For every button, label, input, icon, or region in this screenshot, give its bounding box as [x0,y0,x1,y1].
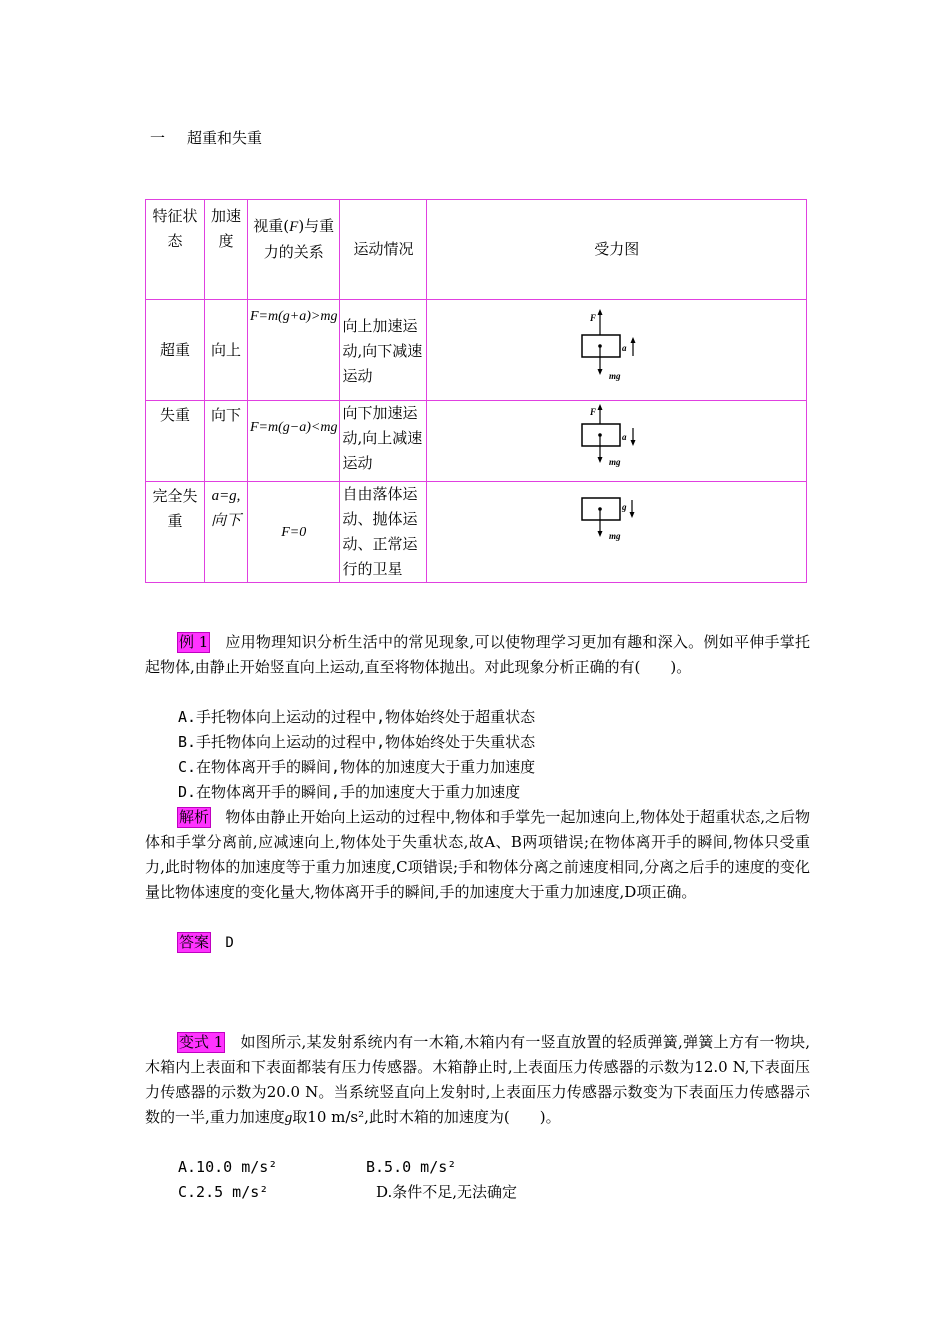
force-mg-arrowhead [597,531,602,537]
row-state: 超重 [146,300,205,401]
label-mg: mg [608,531,621,541]
force-mg-arrowhead [597,369,602,375]
label-f: F [589,407,596,417]
header-diagram: 受力图 [427,200,807,300]
force-diagram-cell [427,482,807,583]
force-mg-arrowhead [597,457,602,463]
label-a: a [621,432,627,442]
example1-answer: 答案 D [179,933,234,951]
force-f-arrowhead [597,404,602,410]
table-row [146,300,807,401]
row-motion: 向上加速运动,向下减速运动 [340,300,427,401]
accel-arrowhead [630,337,635,343]
force-diagram-overweight [577,306,657,386]
variant-tag: 变式 1 [179,1033,224,1051]
label-g: g [621,502,627,512]
variant1-option-d: D.条件不足,无法确定 [376,1183,518,1201]
variant1-option-a: A.10.0 m/s² [178,1158,278,1176]
header-accel: 加速度 [205,200,248,300]
force-diagram-cell [427,300,807,401]
row-state: 完全失重 [146,482,205,583]
label-mg: mg [608,371,621,381]
label-f: F [589,313,596,323]
row-accel: 向下 [205,401,248,482]
table-row [146,401,807,482]
force-f-arrowhead [597,309,602,315]
accel-arrowhead [630,440,635,446]
accel-arrowhead [629,512,634,518]
example1-option-a: A.手托物体向上运动的过程中,物体始终处于超重状态 [178,708,536,726]
answer-tag: 答案 [179,933,210,951]
force-diagram-cell [427,401,807,482]
variant1-option-c: C.2.5 m/s² [178,1183,269,1201]
example1-option-b: B.手托物体向上运动的过程中,物体始终处于失重状态 [178,733,536,751]
label-a: a [621,343,627,353]
label-mg: mg [608,457,621,467]
table-row [146,482,807,583]
example1-analysis: 解析 物体由静止开始向上运动的过程中,物体和手掌先一起加速向上,物体处于超重状态,之后物体和手掌分离前,应减速向上,物体处于失重状态,故A、B两项错误;在物体离开手的瞬间,物体只受重力,此时物体的加速度等于重力加速度,C项错误;手和物体分离之前速度相同,分离之后手的速度的变化量比物体速度的变化量大,物体离开手的瞬间,手的加速度大于重力加速度,D项正确。 [145,808,811,901]
table-header-row [146,200,807,300]
variant1-question: 变式 1 如图所示,某发射系统内有一木箱,木箱内有一竖直放置的轻质弹簧,弹簧上方有一物块,木箱内上表面和下表面都装有压力传感器。木箱静止时,上表面压力传感器的示数为12.0 N,下表面压力传感器的示数为20.0 N。当系统竖直向上发射时,上表面压力传感器示数变为下表面压力传感器示数的一半,重力加速度g取10 m/s²,此时木箱的加速度为( )。 [145,1033,811,1126]
row-motion: 向下加速运动,向上减速运动 [340,401,427,482]
overweight-table [145,199,807,583]
row-accel: 向上 [205,300,248,401]
force-diagram-weightless [577,488,657,544]
example1-option-c: C.在物体离开手的瞬间,物体的加速度大于重力加速度 [178,758,536,776]
force-diagram-underweight [577,401,657,473]
row-relation: F=0 [248,482,340,583]
row-relation: F=m(g−a)<mg [248,401,340,482]
header-state: 特征状态 [146,200,205,300]
variant1-option-b: B.5.0 m/s² [366,1158,457,1176]
example-tag: 例 1 [179,633,209,651]
header-motion: 运动情况 [340,200,427,300]
header-relation: 视重(F)与重力的关系 [248,200,340,300]
row-relation: F=m(g+a)>mg [248,300,340,401]
row-state: 失重 [146,401,205,482]
section-title: 一 超重和失重 [150,129,263,147]
row-motion: 自由落体运动、抛体运动、正常运行的卫星 [340,482,427,583]
example1-question: 例 1 应用物理知识分析生活中的常见现象,可以使物理学习更加有趣和深入。例如平伸手掌托起物体,由静止开始竖直向上运动,直至将物体抛出。对此现象分析正确的有( )。 [145,633,810,676]
analysis-tag: 解析 [179,808,210,826]
row-accel: a=g,向下 [205,482,248,583]
example1-option-d: D.在物体离开手的瞬间,手的加速度大于重力加速度 [178,783,521,801]
